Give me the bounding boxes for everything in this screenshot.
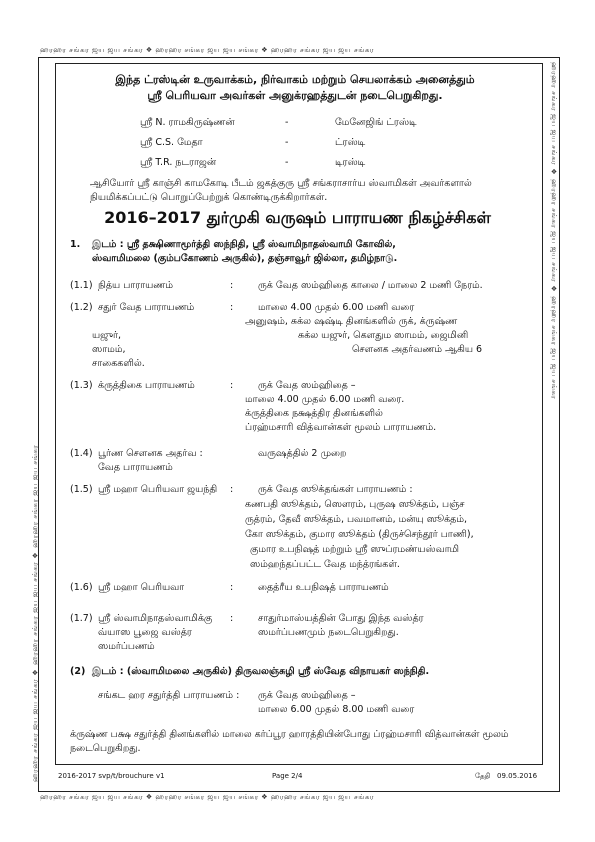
item-1-3-detail-4: ப்ரஹ்மசாரி வித்வான்கள் மூலம் பாராயணம். — [245, 422, 437, 433]
item-1-2-label: சதுர் வேத பாராயணம் — [98, 302, 195, 313]
item-1-6-number: (1.6) — [70, 582, 93, 593]
intro-line-1: இந்த ட்ரஸ்டின் உருவாக்கம், நிர்வாகம் மற்றும் செயலாக்கம் அனைத்தும் — [115, 73, 475, 86]
border-text-left: ஹரஹர சங்கர ஜய ஜய சங்கர ❖ ஹரஹர சங்கர ஜய ஜய சங்கர ❖ ஹரஹர சங்கர ஜய ஜய சங்கர — [31, 444, 39, 782]
section2-detail-2: மாலை 6.00 முதல் 8.00 மணி வரை — [258, 704, 415, 715]
item-1-7-number: (1.7) — [70, 613, 93, 624]
trustee-name-2: ஸ்ரீ C.S. மேதா — [140, 137, 203, 148]
item-1-5-detail-4: கோ ஸூக்தம், குமார ஸூக்தம் (திருச்செந்தூர் பாணி), — [245, 529, 474, 540]
item-1-2-detail-1: மாலை 4.00 முதல் 6.00 மணி வரை — [258, 302, 415, 313]
item-1-5-detail-3: ருத்ரம், தேவீ ஸூக்தம், பவமானம், மன்யு ஸூக்தம், — [245, 514, 468, 525]
border-text-right: ஹரஹர சங்கர ஜய ஜய சங்கர ❖ ஹரஹர சங்கர ஜய ஜய சங்கர ❖ ஹரஹர சங்கர ஜய ஜய சங்கர — [550, 62, 558, 400]
item-1-3-label: க்ருத்திகை பாராயணம் — [98, 380, 195, 391]
item-1-2-detail-4b: சௌனக அதர்வணம் ஆகிய 6 — [352, 344, 483, 355]
section1-number: 1. — [70, 239, 81, 250]
item-1-3-detail-2: மாலை 4.00 முதல் 6.00 மணி வரை. — [245, 394, 405, 405]
trustee-name-1: ஸ்ரீ N. ராமகிருஷ்ணன் — [140, 117, 235, 128]
item-1-2-number: (1.2) — [70, 302, 93, 313]
item-1-5-colon: : — [230, 484, 234, 495]
item-1-4-label-2: வேத பாராயணம் — [98, 462, 173, 473]
border-text-bottom: ஹரஹர சங்கர ஜய ஜய சங்கர ❖ ஹரஹர சங்கர ஜய ஜய சங்கர ❖ ஹரஹர சங்கர ஜய ஜய சங்கர — [40, 793, 374, 801]
item-1-6-label: ஸ்ரீ மஹா பெரியவா — [98, 582, 185, 593]
item-1-2-detail-3a: யஜுர், — [92, 330, 121, 341]
item-1-2-detail-2: அனுஷம், சுக்ல ஷஷ்டி தினங்களில் ருக், க்ருஷ்ண — [245, 316, 458, 327]
item-1-1-number: (1.1) — [70, 280, 93, 291]
item-1-3-number: (1.3) — [70, 380, 93, 391]
footer-date: 09.05.2016 — [497, 772, 538, 780]
notice-line-1: ஆசியோர் ஸ்ரீ காஞ்சி காமகோடி பீடம் ஜகத்குரு ஸ்ரீ சங்கராசார்ய ஸ்வாமிகள் அவர்களால் — [90, 178, 472, 189]
item-1-1-colon: : — [230, 280, 234, 291]
item-1-2-detail-3b: சுக்ல யஜுர், கௌதும ஸாமம், ஜைமினி — [298, 330, 469, 341]
section1-line-1: இடம் : ஸ்ரீ தக்ஷிணாமூர்த்தி ஸந்நிதி, ஸ்ரீ ஸ்வாமிநாதஸ்வாமி கோவில், — [92, 239, 396, 250]
item-1-3-detail-1: ருக் வேத ஸம்ஹிதை – — [258, 380, 356, 391]
trustee-role-3: டிரஸ்டி — [335, 157, 366, 168]
item-1-5-detail-1: ருக் வேத ஸூக்தங்கள் பாராயணம் : — [258, 484, 413, 495]
trustee-dash-1: - — [285, 117, 289, 128]
item-1-5-detail-6: ஸம்ஹந்தப்பட்ட வேத மந்த்ரங்கள். — [250, 559, 400, 570]
item-1-5-detail-2: கணபதி ஸூக்தம், ஸௌரம், புருஷ ஸூக்தம், பஞ்ச — [245, 499, 465, 510]
trustee-dash-2: - — [285, 137, 289, 148]
item-1-3-colon: : — [230, 380, 234, 391]
notice-line-2: நியமிக்கப்பட்டு பொறுப்பேற்றுக் கொண்டிருக்கிறார்கள். — [90, 192, 328, 203]
item-1-5-number: (1.5) — [70, 484, 93, 495]
closing-line-2: நடைபெறுகிறது. — [70, 743, 141, 754]
item-1-4-label: பூர்ண சௌனக அதர்வ : — [98, 448, 203, 459]
item-1-4-detail: வருஷத்தில் 2 முறை — [258, 448, 347, 459]
section1-line-2: ஸ்வாமிமலை (கும்பகோணம் அருகில்), தஞ்சாவூர் ஜில்லா, தமிழ்நாடு. — [92, 253, 398, 264]
item-1-7-label: ஸ்ரீ ஸ்வாமிநாதஸ்வாமிக்கு — [98, 613, 213, 624]
page-heading: 2016–2017 துர்முகி வருஷம் பாராயண நிகழ்ச்சிகள் — [104, 208, 491, 227]
item-1-4-number: (1.4) — [70, 448, 93, 459]
intro-line-2: ஸ்ரீ பெரியவா அவர்கள் அனுக்ரஹத்துடன் நடைபெறுகிறது. — [147, 89, 443, 102]
item-1-7-label-3: ஸமர்ப்பணம் — [98, 641, 155, 652]
closing-line-1: க்ருஷ்ண பக்ஷ சதுர்த்தி தினங்களில் மாலை கர்ப்பூர ஹாரத்தியின்போது ப்ரஹ்மசாரி வித்வான்கள் மூலம் — [70, 729, 509, 740]
section2-number: (2) — [70, 666, 86, 677]
section2-detail-1: ருக் வேத ஸம்ஹிதை – — [258, 690, 356, 701]
item-1-7-label-2: வ்யாஸ பூஜை வஸ்த்ர — [98, 627, 192, 638]
item-1-3-detail-3: க்ருத்திகை நக்ஷத்திர தினங்களில் — [245, 408, 383, 419]
item-1-2-detail-4a: ஸாமம், — [92, 344, 126, 355]
trustee-name-3: ஸ்ரீ T.R. நடராஜன் — [140, 157, 217, 168]
item-1-7-detail-2: ஸமர்ப்பணமும் நடைபெறுகிறது. — [258, 627, 399, 638]
footer-page: Page 2/4 — [272, 772, 303, 780]
item-1-1-label: நித்ய பாராயணம் — [98, 280, 174, 291]
item-1-1-detail: ருக் வேத ஸம்ஹிதை காலை / மாலை 2 மணி நேரம். — [258, 280, 483, 291]
item-1-5-label: ஸ்ரீ மஹா பெரியவா ஜயந்தி — [98, 484, 218, 495]
item-1-6-detail: தைத்ரீய உபநிஷத் பாராயணம் — [258, 582, 389, 593]
footer-date-label: தேதி — [475, 772, 491, 780]
item-1-2-detail-5: சாகைகளில். — [92, 358, 145, 369]
border-text-top: ஹரஹர சங்கர ஜய ஜய சங்கர ❖ ஹரஹர சங்கர ஜய ஜய சங்கர ❖ ஹரஹர சங்கர ஜய ஜய சங்கர — [40, 46, 374, 54]
footer-file: 2016-2017 svp/t/brouchure v1 — [58, 772, 165, 780]
item-1-7-colon: : — [230, 613, 234, 624]
item-1-6-colon: : — [230, 582, 234, 593]
section2-label: சங்கட ஹர சதுர்த்தி பாராயணம் : — [98, 690, 240, 701]
trustee-role-1: மேனேஜிங் ட்ரஸ்டி — [335, 117, 417, 128]
item-1-5-detail-5: குமார உபநிஷத் மற்றும் ஸ்ரீ ஸுப்ரமண்யஸ்வாமி — [250, 544, 460, 555]
trustee-role-2: ட்ரஸ்டி — [335, 137, 366, 148]
trustee-dash-3: - — [285, 157, 289, 168]
item-1-7-detail-1: சாதுர்மாஸ்யத்தின் போது இந்த வஸ்த்ர — [258, 613, 424, 624]
section2-line-1: இடம் : (ஸ்வாமிமலை அருகில்) திருவலஞ்சுழி ஸ்ரீ ஸ்வேத விநாயகர் ஸந்நிதி. — [92, 666, 430, 677]
item-1-2-colon: : — [230, 302, 234, 313]
